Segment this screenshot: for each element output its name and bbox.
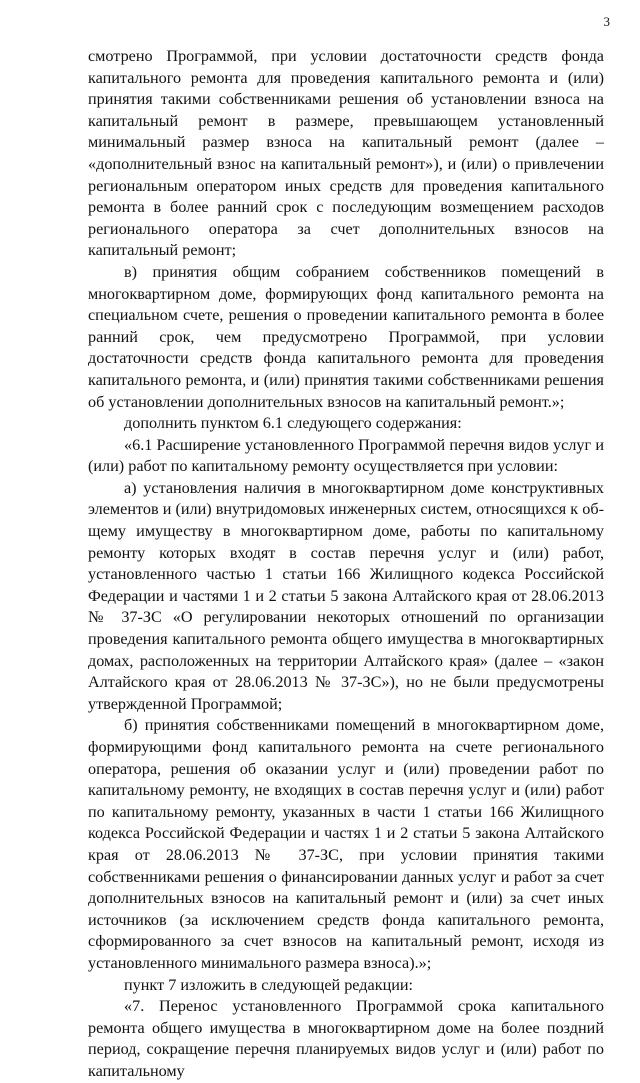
paragraph-point-6-1: «6.1 Расширение установленного Программой перечня видов услуг и (или) работ по капитальному ремонту осуществляется при условии: [88, 435, 604, 476]
paragraph-continuation: смотрено Программой, при условии достаточности средств фонда капитального ремонта для проведения капитального ремонта и (или) принятия такими собственниками решения об установлении взноса на капитальный ремонт в размере, превышающем установленный минимальный размер взноса на капитальный ремонт (далее – «дополнительный взнос на капитальный ремонт»), и (или) о привлечении региональным оператором иных средств для проведения капитального ремонта в более ранний срок с последующим возмещением расходов регионального оператора за счет дополнительных взносов на капитальный ремонт; [88, 47, 604, 260]
paragraph-point-7: «7. Перенос установленного Программой срока капитального ремонта общего имущества в многоквартирном доме на более поздний период, сокращение перечня планируемых видов услуг и (или) работ по капитальному [88, 997, 604, 1080]
paragraph-item-b: б) принятия собственниками помещений в многоквартирном доме, формирующими фонд капитального ремонта на счете регионального оператора, решения об оказании услуг и (или) проведении работ по капитальному ремонту, не входящих в состав перечня услуг и (или) работ по капитальному ремонту, указанных в части 1 статьи 166 Жилищного кодекса Российской Федерации и частях 1 и 2 статьи 5 закона Алтайского края от 28.06.2013 № 37-ЗС, при условии принятия такими собственниками решения о финансировании данных услуг и работ за счет дополнительных взносов на капитальный ремонт и (или) за счет иных источников (за исключением средств фонда капитального ремонта, сформированного за счет взносов на капитальный ремонт, исходя из установленного минимального размера взноса).»; [88, 716, 604, 972]
document-body [88, 46, 604, 1083]
paragraph-point-7-intro: пункт 7 изложить в следующей редакции: [124, 975, 414, 994]
page-number: 3 [603, 14, 610, 29]
paragraph-item-v: в) принятия общим собранием собственников помещений в многоквартирном доме, формирующих фонд капитального ремонта на специальном счете, решения о проведении капитального ремонта в более ранний срок, чем предусмотрено Программой, при условии достаточности средств фонда капитального ремонта для проведения капитального ремонта, и (или) принятия такими собственниками решения об установлении дополнительных взносов на капитальный ремонт.»; [88, 262, 604, 411]
paragraph-add-point-6-1: дополнить пунктом 6.1 следующего содержания: [124, 414, 462, 433]
paragraph-item-a: а) установления наличия в многоквартирном доме конструктивных элементов и (или) внутридомовых инженерных систем, относящихся к общему имуществу в многоквартирном доме, работы по капитальному ремонту которых входят в состав перечня услуг и (или) работ, установленного частью 1 статьи 166 Жилищного кодекса Российской Федерации и частями 1 и 2 статьи 5 закона Алтайского края от 28.06.2013 № 37-ЗС «О регулировании некоторых отношений по организации проведения капитального ремонта общего имущества в многоквартирных домах, расположенных на территории Алтайского края» (далее – «закон Алтайского края от 28.06.2013 № 37-ЗС»), но не были предусмотрены утвержденной Программой; [88, 478, 604, 713]
